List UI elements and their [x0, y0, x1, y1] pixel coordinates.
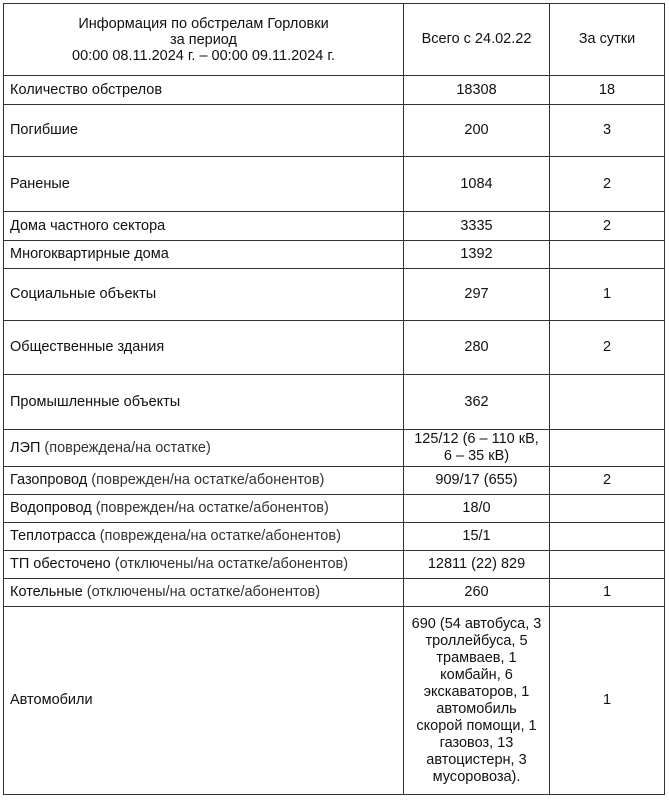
row-total-value: 1084 [404, 157, 550, 212]
row-total-value: 18308 [404, 76, 550, 105]
header-row [4, 4, 665, 76]
row-label: Социальные объекты [10, 286, 157, 302]
row-day-value: 1 [550, 269, 665, 321]
table-row [4, 105, 665, 157]
row-day-value [550, 495, 665, 523]
row-total-value: 909/17 (655) [404, 467, 550, 495]
row-label: Общественные здания [10, 339, 165, 355]
row-label-cell [4, 467, 404, 495]
row-label-cell [4, 495, 404, 523]
row-label-cell [4, 321, 404, 375]
row-label: Автомобили [10, 692, 93, 708]
table-row [4, 430, 665, 467]
row-total-value: 200 [404, 105, 550, 157]
row-label: Промышленные объекты [10, 393, 181, 410]
row-label-cell [4, 241, 404, 269]
row-label-cell [4, 105, 404, 157]
row-day-value: 2 [550, 467, 665, 495]
row-day-value: 1 [550, 607, 665, 795]
row-total-value: 18/0 [404, 495, 550, 523]
row-label: Теплотрасса [10, 528, 96, 544]
row-total-value: 690 (54 автобуса, 3 троллейбуса, 5 трамваев, 1 комбайн, 6 экскаваторов, 1 автомобиль скорой помощи, 1 газовоз, 13 автоцистерн, 3 мусоровоза). [404, 607, 550, 795]
row-note: (отключены/на остатке/абонентов) [110, 556, 349, 572]
row-total-value: 12811 (22) 829 [404, 551, 550, 579]
table-row [4, 76, 665, 105]
row-note: (поврежден/на остатке/абонентов) [87, 472, 325, 488]
row-day-value: 2 [550, 157, 665, 212]
table-row [4, 241, 665, 269]
row-day-value: 2 [550, 212, 665, 241]
row-label-cell [4, 76, 404, 105]
row-label: Дома частного сектора [10, 217, 166, 234]
row-label-cell [4, 579, 404, 607]
row-day-value: 3 [550, 105, 665, 157]
row-note: (поврежден/на остатке/абонентов) [91, 500, 329, 516]
row-label-cell [4, 551, 404, 579]
row-total-value: 280 [404, 321, 550, 375]
row-label-cell [4, 430, 404, 467]
row-note: (повреждена/на остатке/абонентов) [95, 528, 341, 544]
table-row [4, 375, 665, 430]
row-label: ТП обесточено [10, 556, 111, 572]
table-row [4, 523, 665, 551]
row-label: Количество обстрелов [10, 81, 163, 98]
row-day-value: 1 [550, 579, 665, 607]
row-day-value [550, 241, 665, 269]
report-title-cell: Информация по обстрелам Горловки за период 00:00 08.11.2024 г. – 00:00 09.11.2024 г. [4, 4, 404, 76]
row-total-value: 297 [404, 269, 550, 321]
row-day-value [550, 551, 665, 579]
row-label: Водопровод [10, 500, 92, 516]
row-label-cell [4, 269, 404, 321]
row-label: Газопровод [10, 472, 88, 488]
day-column-header: За сутки [550, 4, 665, 76]
row-label: Многоквартирные дома [10, 246, 169, 262]
row-label-cell [4, 157, 404, 212]
row-day-value [550, 523, 665, 551]
row-label-cell [4, 523, 404, 551]
row-total-value: 1392 [404, 241, 550, 269]
table-row [4, 607, 665, 795]
row-label: Погибшие [10, 122, 78, 138]
row-total-value: 15/1 [404, 523, 550, 551]
row-total-value: 260 [404, 579, 550, 607]
table-row [4, 467, 665, 495]
table-row [4, 551, 665, 579]
table-row [4, 495, 665, 523]
table-row [4, 212, 665, 241]
row-note: (отключены/на остатке/абонентов) [82, 584, 321, 600]
row-day-value: 18 [550, 76, 665, 105]
row-day-value [550, 430, 665, 467]
row-label: Раненые [10, 175, 70, 192]
row-day-value [550, 375, 665, 430]
table-row [4, 321, 665, 375]
total-column-header: Всего с 24.02.22 [404, 4, 550, 76]
row-label-cell [4, 212, 404, 241]
row-label: ЛЭП [10, 439, 41, 456]
table-row [4, 157, 665, 212]
shelling-report-table [3, 3, 665, 795]
row-label-cell [4, 607, 404, 795]
row-label-cell [4, 375, 404, 430]
row-note: (повреждена/на остатке) [40, 439, 211, 456]
table-row [4, 269, 665, 321]
row-total-value: 362 [404, 375, 550, 430]
row-label: Котельные [10, 584, 83, 600]
row-day-value: 2 [550, 321, 665, 375]
row-total-value: 125/12 (6 – 110 кВ, 6 – 35 кВ) [404, 430, 550, 467]
row-total-value: 3335 [404, 212, 550, 241]
table-row [4, 579, 665, 607]
